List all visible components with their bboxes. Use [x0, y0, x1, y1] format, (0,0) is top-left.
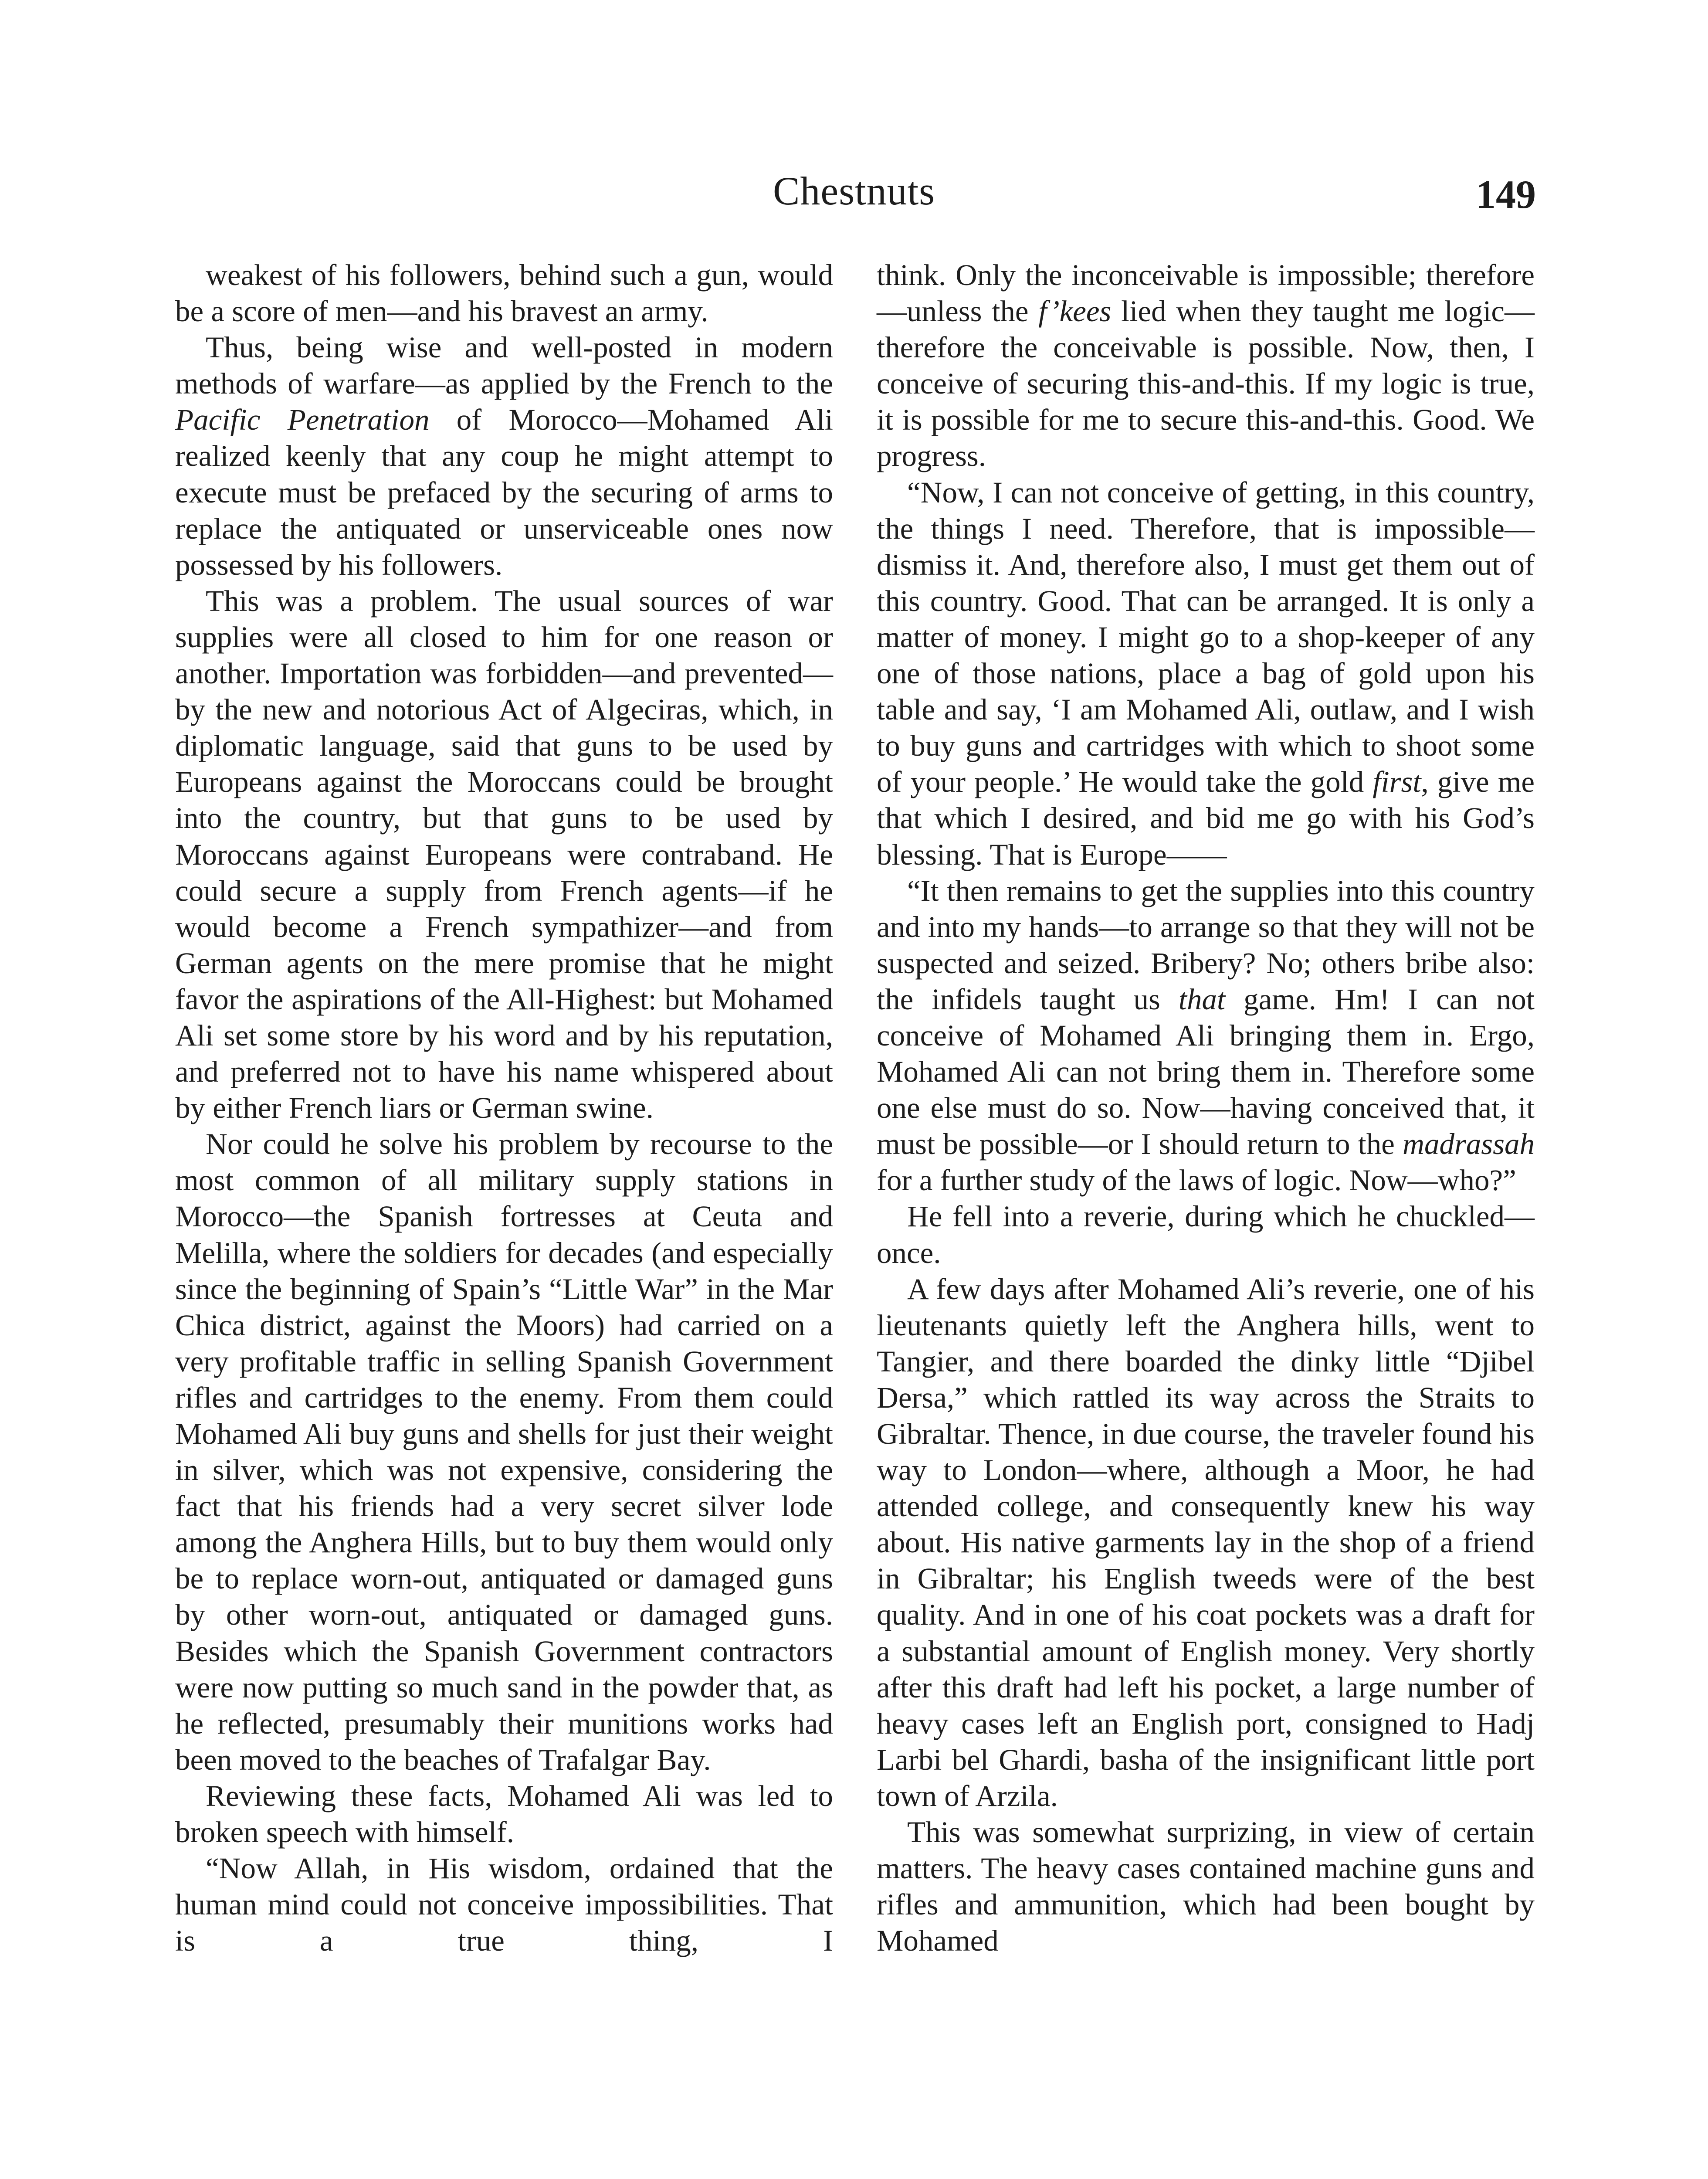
- paragraph: [877, 475, 1535, 873]
- paragraph: [175, 1126, 833, 1778]
- text-run: Nor could he solve his problem by recourse to the most common of all military supply stations in Morocco—the Spanish fortresses at Ceuta and Melilla, where the soldiers for decades (and especially since the beginning of Spain’s “Little War” in the Mar Chica district, against the Moors) had carried on a very profitable traffic in selling Spanish Government rifles and cartridges to the enemy. From them could Mohamed Ali buy guns and shells for just their weight in silver, which was not expensive, considering the fact that his friends had a very secret silver lode among the Anghera Hills, but to buy them would only be to replace worn-out, antiquated or damaged guns by other worn-out, antiquated or damaged guns. Besides which the Spanish Government contractors were now putting so much sand in the powder that, as he reflected, presumably their munitions works had been moved to the beaches of Trafalgar Bay.: [175, 1127, 833, 1776]
- right-text-column: [877, 257, 1535, 1959]
- text-run: think. Only the inconceivable is impossible; therefore—unless the: [877, 258, 1535, 328]
- italic-text: madrassah: [1403, 1127, 1535, 1161]
- paragraph: [175, 583, 833, 1126]
- italic-text: first: [1372, 765, 1421, 799]
- italic-text: that: [1178, 982, 1226, 1016]
- text-run: “Now Allah, in His wisdom, ordained that the human mind could not conceive impossibilities. That is a true thing, I: [175, 1852, 833, 1958]
- page-header: [0, 168, 1708, 220]
- paragraph: [877, 873, 1535, 1199]
- text-run: lied when they taught me logic—therefore the conceivable is possible. Now, then, I conceive of securing this-and-this. If my logic is true, it is possible for me to secure this-and-this. Good. We progress.: [877, 295, 1535, 473]
- paragraph: [877, 257, 1535, 475]
- text-run: weakest of his followers, behind such a gun, would be a score of men—and his bravest an army.: [175, 258, 833, 328]
- text-run: “Now, I can not conceive of getting, in this country, the things I need. Therefore, that is impossible—dismiss it. And, therefore also, I must get them out of this country. Good. That can be arranged. It is only a matter of money. I might go to a shop-keeper of any one of those nations, place a bag of gold upon his table and say, ‘I am Mohamed Ali, outlaw, and I wish to buy guns and cartridges with which to shoot some of your people.’ He would take the gold: [877, 475, 1535, 799]
- text-run: Thus, being wise and well-posted in modern methods of warfare—as applied by the French to the: [175, 331, 833, 401]
- text-run: This was somewhat surprizing, in view of certain matters. The heavy cases contained machine guns and rifles and ammunition, which had been bought by Mohamed: [877, 1816, 1535, 1958]
- text-run: of Morocco—Mohamed Ali realized keenly that any coup he might attempt to execute must be prefaced by the securing of arms to replace the antiquated or unserviceable ones now possessed by his followers.: [175, 403, 833, 581]
- text-run: , give me that which I desired, and bid me go with his God’s blessing. That is Europe——: [877, 765, 1535, 871]
- page-number: 149: [1476, 172, 1536, 217]
- paragraph: [877, 1198, 1535, 1271]
- text-run: “It then remains to get the supplies into this country and into my hands—to arrange so that they will not be suspected and seized. Bribery? No; others bribe also: the infidels taught us: [877, 874, 1535, 1016]
- paragraph: [877, 1814, 1535, 1959]
- text-run: He fell into a reverie, during which he chuckled—once.: [877, 1200, 1535, 1269]
- paragraph: [175, 1850, 833, 1959]
- text-run: A few days after Mohamed Ali’s reverie, one of his lieutenants quietly left the Anghera hills, went to Tangier, and there boarded the dinky little “Djibel Dersa,” which rattled its way across the Straits to Gibraltar. Thence, in due course, the traveler found his way to London—where, although a Moor, he had attended college, and consequently knew his way about. His native garments lay in the shop of a friend in Gibraltar; his English tweeds were of the best quality. And in one of his coat pockets was a draft for a substantial amount of English money. Very shortly after this draft had left his pocket, a large number of heavy cases left an English port, consigned to Hadj Larbi bel Ghardi, basha of the insignificant little port town of Arzila.: [877, 1272, 1535, 1812]
- paragraph: [175, 1778, 833, 1850]
- italic-text: f’kees: [1038, 295, 1112, 328]
- text-run: Reviewing these facts, Mohamed Ali was led to broken speech with himself.: [175, 1779, 833, 1849]
- text-run: game. Hm! I can not conceive of Mohamed Ali bringing them in. Ergo, Mohamed Ali can not bring them in. Therefore some one else must do so. Now—having conceived that, it must be possible—or I should return to the: [877, 982, 1535, 1161]
- paragraph: [175, 329, 833, 583]
- text-run: for a further study of the laws of logic. Now—who?”: [877, 1164, 1516, 1197]
- text-run: This was a problem. The usual sources of war supplies were all closed to him for one reason or another. Importation was forbidden—and prevented—by the new and notorious Act of Algeciras, which, in diplomatic language, said that guns to be used by Europeans against the Moroccans could be brought into the country, but that guns to be used by Moroccans against Europeans were contraband. He could secure a supply from French agents—if he would become a French sympathizer—and from German agents on the mere promise that he might favor the aspirations of the All-Highest: but Mohamed Ali set some store by his word and by his reputation, and preferred not to have his name whispered about by either French liars or German swine.: [175, 584, 833, 1125]
- running-title: Chestnuts: [773, 169, 935, 213]
- italic-text: Pacific Penetration: [175, 403, 430, 437]
- paragraph: [877, 1271, 1535, 1814]
- paragraph: [175, 257, 833, 329]
- left-text-column: [175, 257, 833, 1959]
